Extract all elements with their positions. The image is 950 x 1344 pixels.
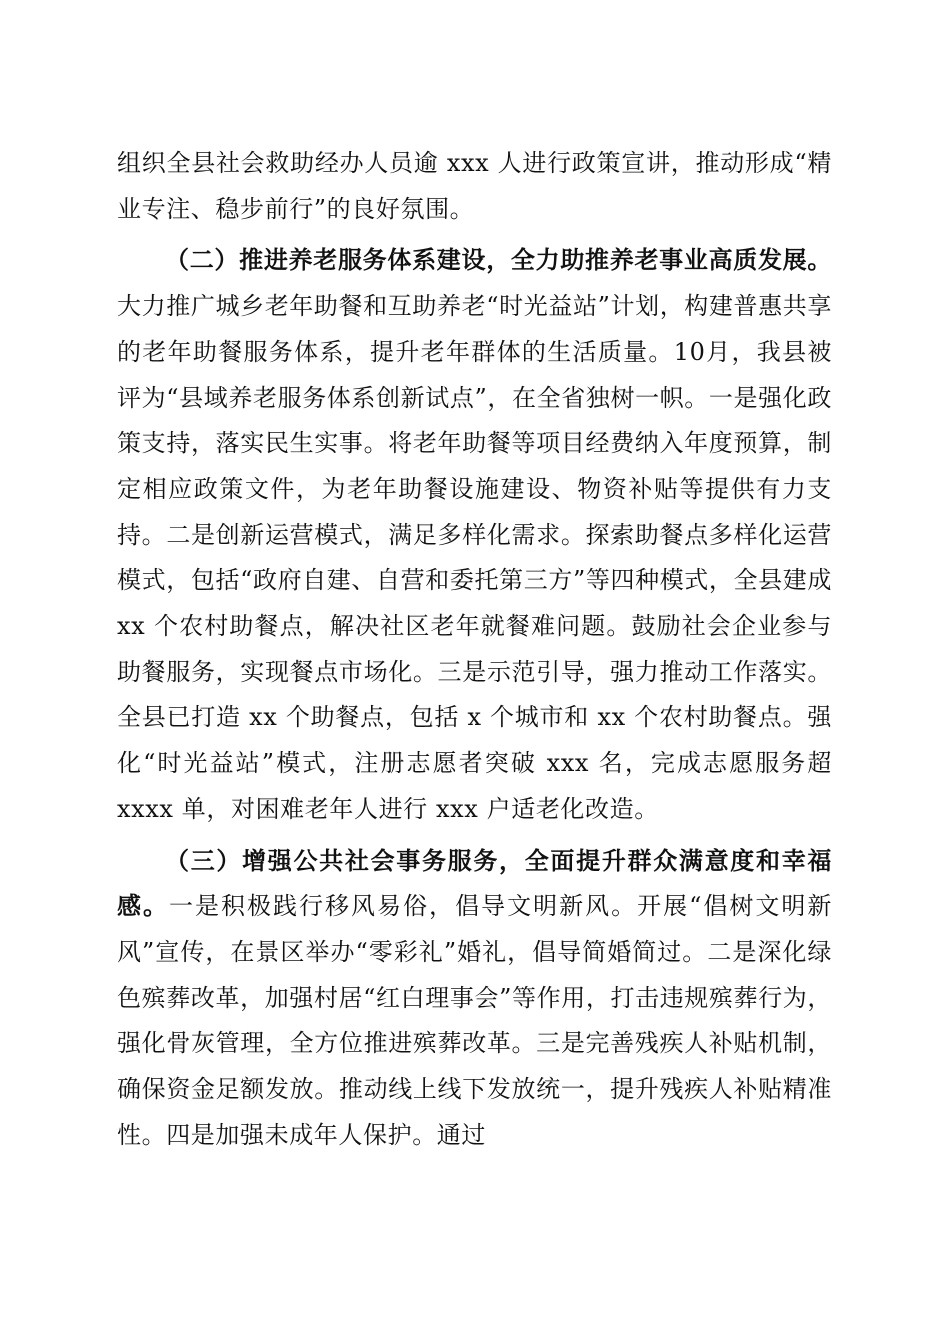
paragraph-1-body: 组织全县社会救助经办人员逾 xxx 人进行政策宣讲，推动形成“精业专注、稳步前行”的良好氛围。 (117, 149, 832, 223)
section-heading-two: （二）推进养老服务体系建设，全力助推养老事业高质发展。 (165, 246, 832, 275)
paragraph-2-body: 大力推广城乡老年助餐和互助养老“时光益站”计划，构建普惠共享的老年助餐服务体系，提升老年群体的生活质量。10月，我县被评为“县域养老服务体系创新试点”，在全省独树一帜。一是强化政策支持，落实民生实事。将老年助餐等项目经费纳入年度预算，制定相应政策文件，为老年助餐设施建设、物资补贴等提供有力支持。二是创新运营模式，满足多样化需求。探索助餐点多样化运营模式，包括“政府自建、自营和委托第三方”等四种模式，全县建成 xx 个农村助餐点，解决社区老年就餐难问题。鼓励社会企业参与助餐服务，实现餐点市场化。三是示范引导，强力推动工作落实。全县已打造 xx 个助餐点，包括 x 个城市和 xx 个农村助餐点。强化“时光益站”模式，注册志愿者突破 xxx 名，完成志愿服务超 xxxx 单，对困难老年人进行 xxx 户适老化改造。 (117, 292, 832, 823)
paragraph-3-body: 一是积极践行移风易俗，倡导文明新风。开展“倡树文明新风”宣传，在景区举办“零彩礼”婚礼，倡导简婚简过。二是深化绿色殡葬改革，加强村居“红白理事会”等作用，打击违规殡葬行为，强化骨灰管理，全方位推进殡葬改革。三是完善残疾人补贴机制，确保资金足额发放。推动线上线下发放统一，提升残疾人补贴精准性。四是加强未成年人保护。通过 (117, 892, 832, 1149)
paragraph-public-affairs (117, 839, 832, 1159)
paragraph-elderly-care (117, 238, 832, 832)
paragraph-continuation (117, 141, 832, 232)
document-body (117, 141, 832, 1158)
section-heading-three: （三）增强公共社会事务服务，全面提升群众满意度和幸福感。 (117, 846, 832, 921)
